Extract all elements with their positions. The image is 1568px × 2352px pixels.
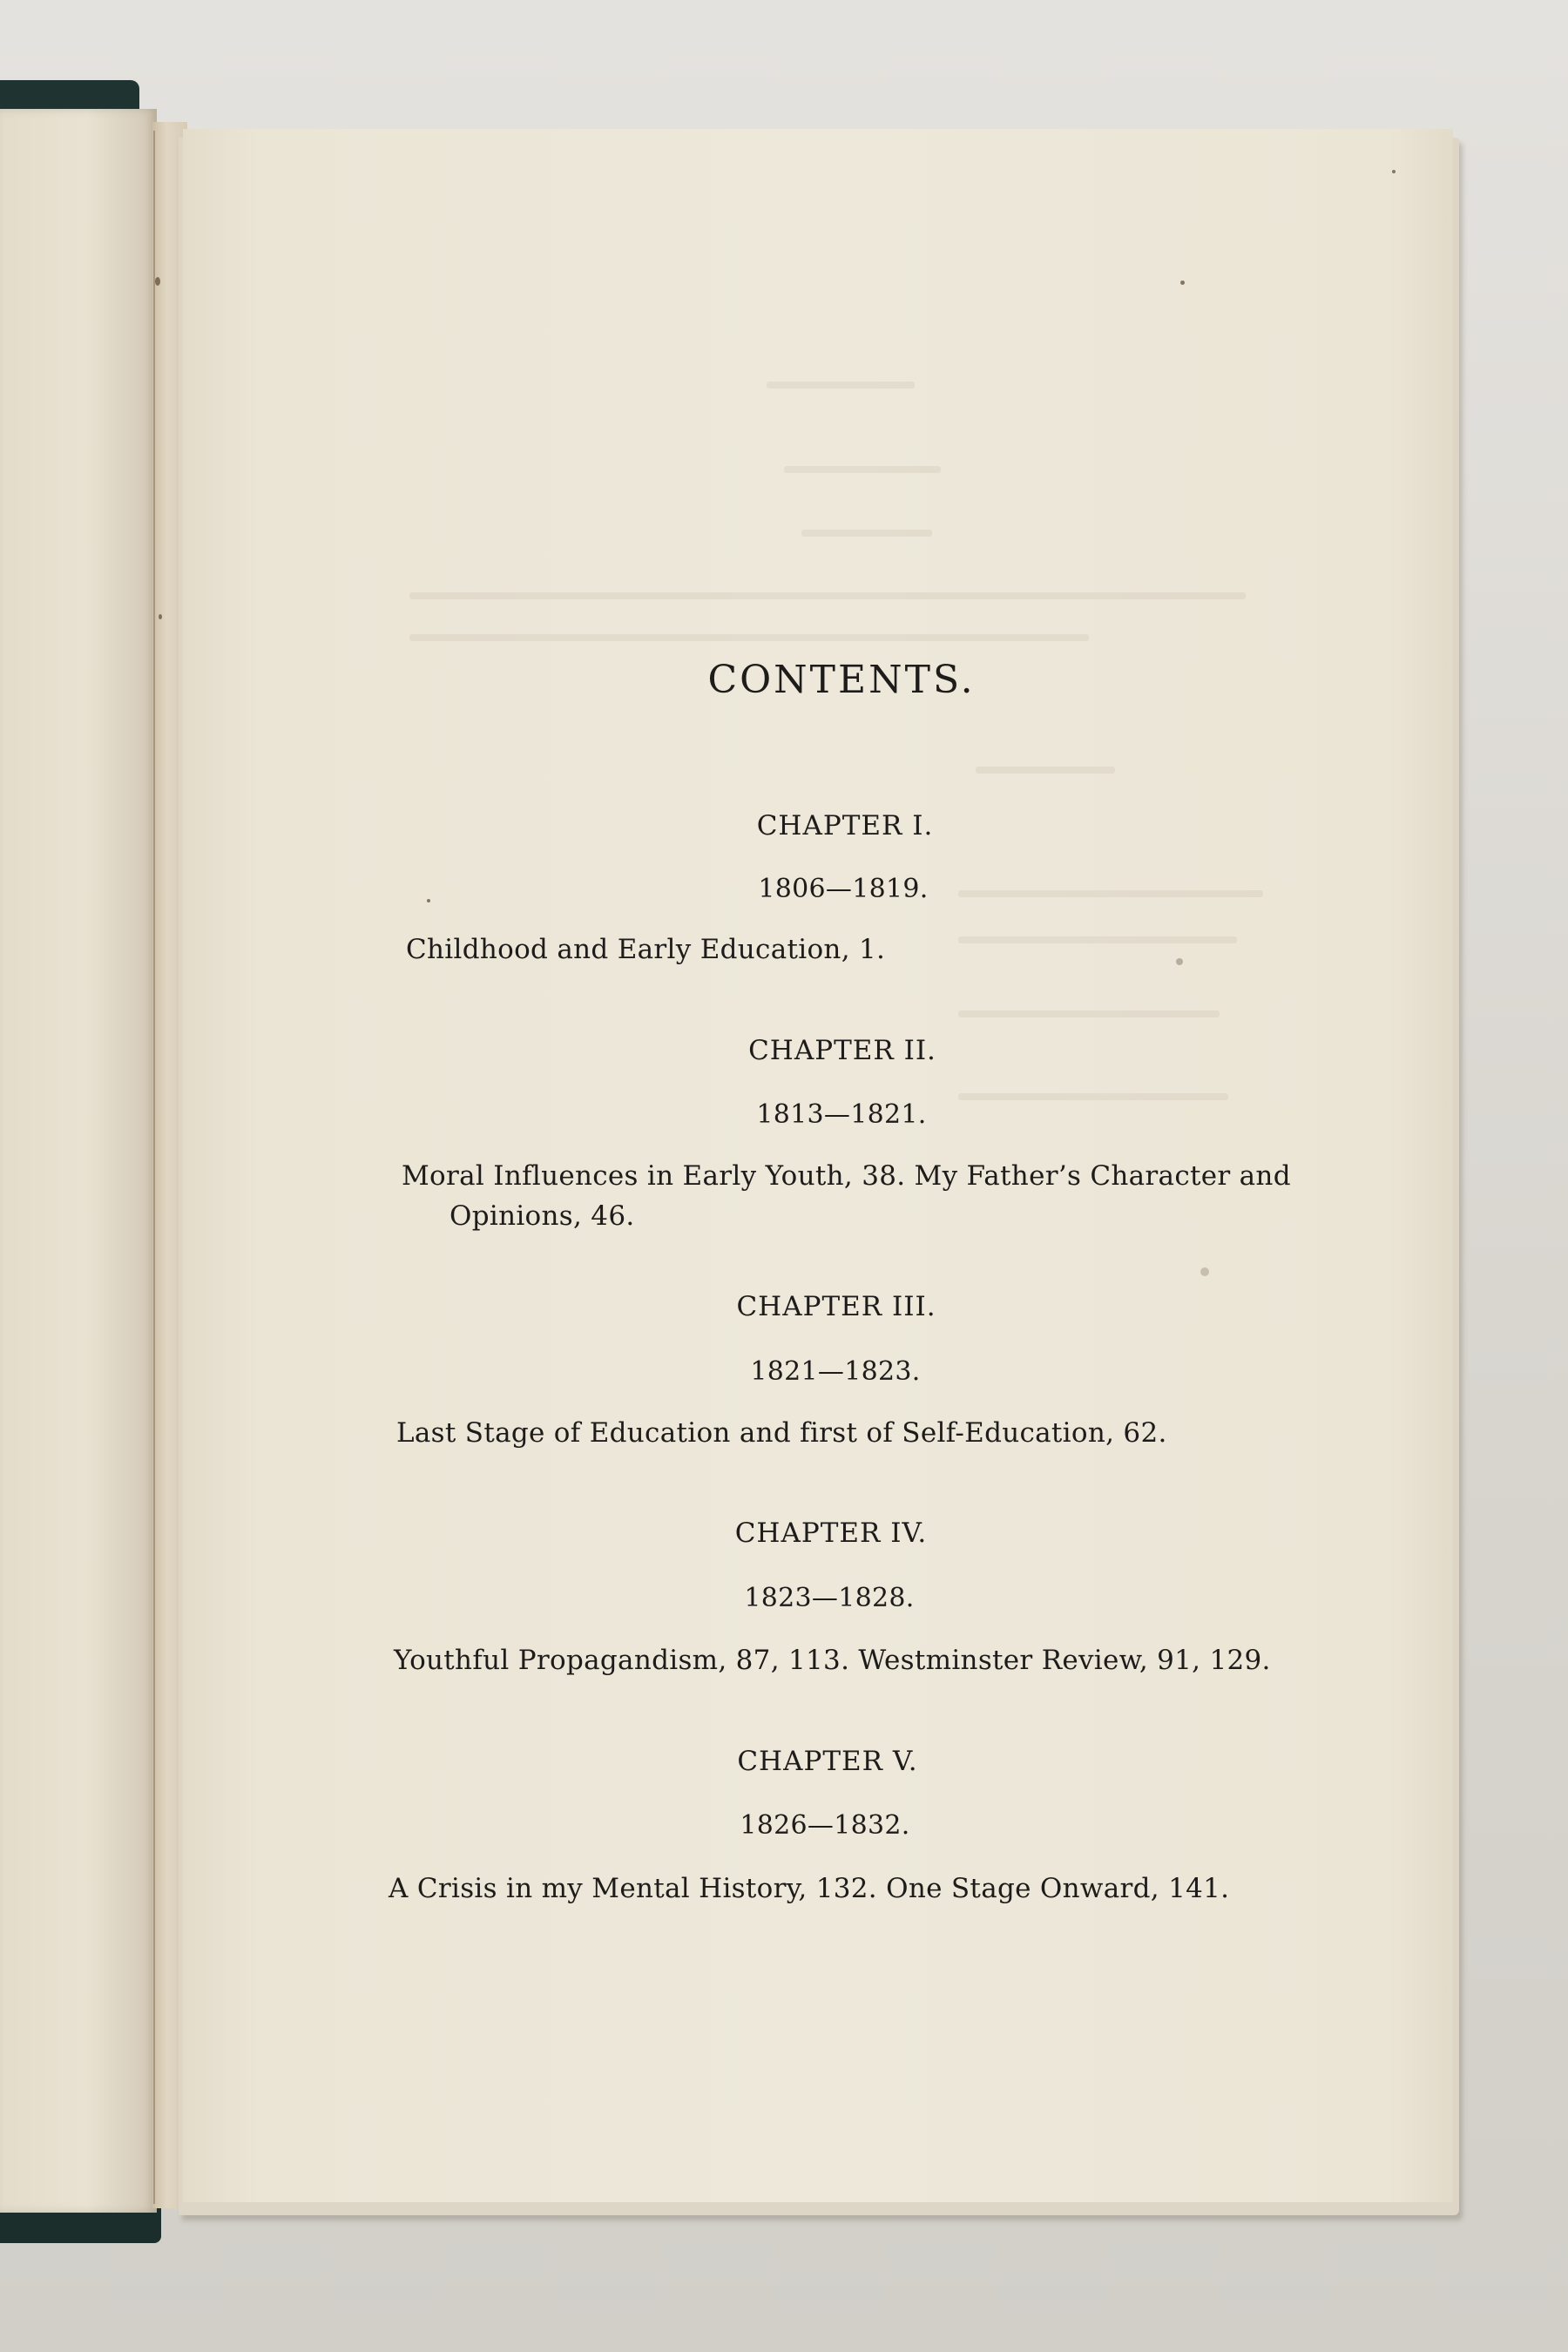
chapter-entry-continued: Opinions, 46. bbox=[449, 1200, 635, 1232]
chapter-years: 1823—1828. bbox=[744, 1583, 915, 1613]
chapter-entry: Last Stage of Education and first of Self-Education, 62. bbox=[396, 1417, 1167, 1449]
chapter-entry: A Crisis in my Mental History, 132. One Stage Onward, 141. bbox=[389, 1873, 1230, 1904]
chapter-entry: Moral Influences in Early Youth, 38. My Father’s Character and bbox=[402, 1160, 1291, 1192]
chapter-years: 1826—1832. bbox=[740, 1810, 910, 1841]
chapter-years: 1821—1823. bbox=[750, 1356, 921, 1387]
chapter-heading: CHAPTER V. bbox=[737, 1746, 918, 1777]
chapter-years: 1813—1821. bbox=[756, 1099, 927, 1130]
chapter-entry: Childhood and Early Education, 1. bbox=[406, 934, 886, 965]
chapter-heading: CHAPTER I. bbox=[756, 810, 934, 841]
chapter-heading: CHAPTER IV. bbox=[734, 1517, 928, 1549]
chapter-entry: Youthful Propagandism, 87, 113. Westminster Review, 91, 129. bbox=[394, 1645, 1271, 1676]
chapter-years: 1806—1819. bbox=[758, 874, 929, 904]
chapter-heading: CHAPTER II. bbox=[748, 1035, 936, 1066]
page-title: CONTENTS. bbox=[707, 658, 976, 702]
chapter-heading: CHAPTER III. bbox=[736, 1291, 936, 1322]
